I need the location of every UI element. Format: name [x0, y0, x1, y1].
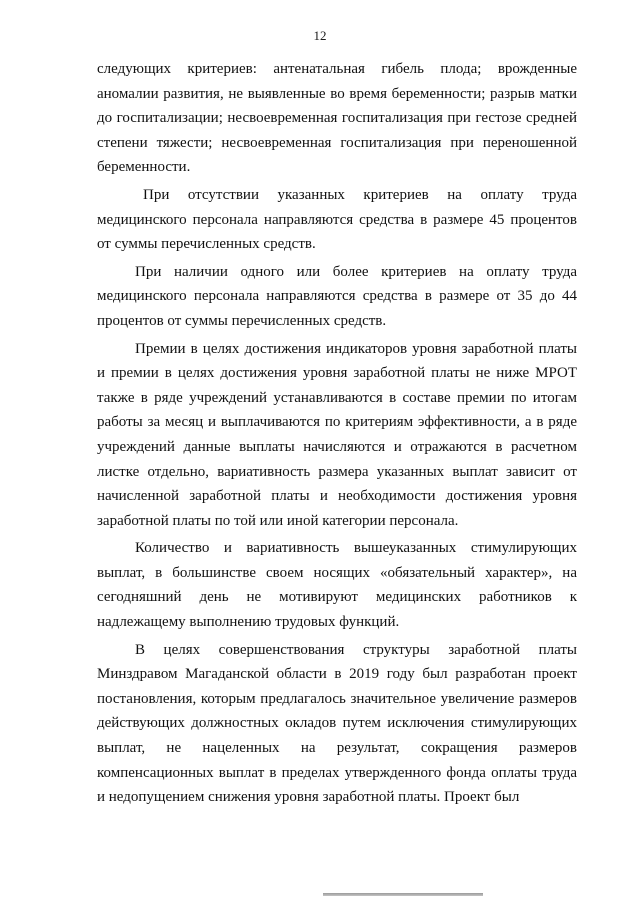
paragraph-variability: Количество и вариативность вышеуказанных стимулирующих выплат, в большинстве своем носящих «обязательный характер», на сегодняшний день не мотивируют медицинских работников к надлежащему выполнению трудовых функций.	[97, 540, 577, 631]
paragraph-criteria-list: следующих критериев: антенатальная гибель плода; врожденные аномалии развития, не выявленные во время беременности; разрыв матки до госпитализации; несвоевременная госпитализация при гестозе средней степени тяжести; несвоевременная госпитализация при переношенной беременности.	[97, 61, 577, 176]
page-number: 12	[313, 28, 327, 43]
paragraph-no-criteria: При отсутствии указанных критериев на оплату труда медицинского персонала направляются средства в размере 45 процентов от суммы перечисленных средств.	[97, 186, 577, 253]
page-bottom-edge	[323, 893, 483, 896]
paragraph-improvement: В целях совершенствования структуры заработной платы Минздравом Магаданской области в 2019 году был разработан проект постановления, которым предлагалось значительное увеличение размеров действующих должностных окладов путем исключения стимулирующих выплат, не нацеленных на результат, сокращения размеров компенсационных выплат в пределах утвержденного фонда оплаты труда и недопущением снижения уровня заработной платы. Проект был	[97, 641, 577, 806]
document-body	[97, 57, 577, 810]
paragraph-with-criteria: При наличии одного или более критериев на оплату труда медицинского персонала направляются средства в размере от 35 до 44 процентов от суммы перечисленных средств.	[97, 263, 577, 329]
paragraph-bonuses: Премии в целях достижения индикаторов уровня заработной платы и премии в целях достижения уровня заработной платы не ниже МРОТ также в ряде учреждений устанавливаются в составе премии по итогам работы за месяц и выплачиваются по критериям эффективности, а в ряде учреждений данные выплаты начисляются и отражаются в расчетном листке отдельно, вариативность размера указанных выплат зависит от начисленной заработной платы и необходимости достижения уровня заработной платы по той или иной категории персонала.	[97, 340, 577, 529]
